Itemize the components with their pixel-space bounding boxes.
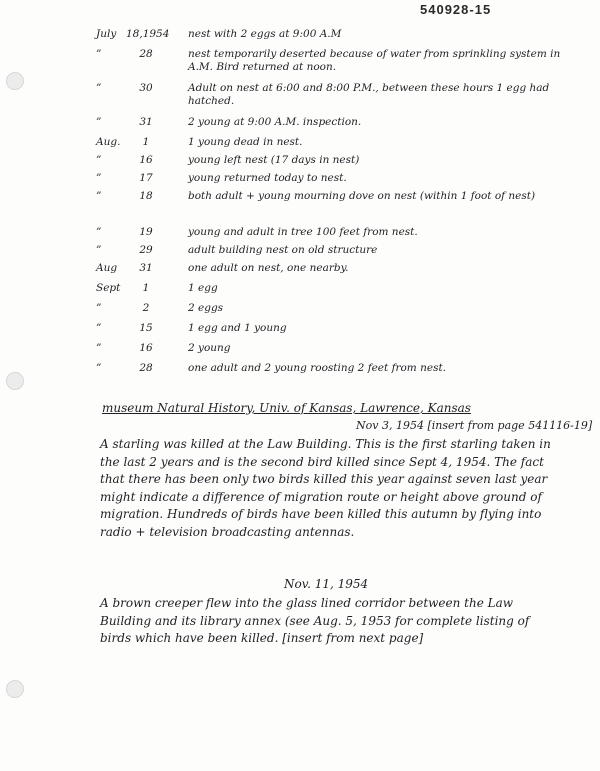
- entry-text: young left nest (17 days in nest): [188, 154, 360, 166]
- entry-day: 19: [139, 226, 153, 238]
- entry-month: Sept: [96, 282, 121, 294]
- entry-text: 2 young at 9:00 A.M. inspection.: [188, 116, 362, 128]
- entry-day: 17: [139, 172, 153, 184]
- entry-month: Aug: [96, 262, 118, 274]
- log-entry: [96, 28, 586, 48]
- entry-month: Aug.: [96, 136, 121, 148]
- entry-day: 2: [142, 302, 150, 314]
- entry-month: ”: [96, 116, 102, 128]
- entry-month: ”: [96, 362, 102, 374]
- entry-day: 28: [139, 362, 153, 374]
- punch-hole-top: [6, 72, 24, 90]
- entry-day: 31: [139, 262, 153, 274]
- entry-day: 16: [139, 342, 153, 354]
- entry-text: 1 egg and 1 young: [188, 322, 287, 334]
- entry-day: 16: [139, 154, 153, 166]
- entry-text: young returned today to nest.: [188, 172, 347, 184]
- entry-day: 30: [139, 82, 153, 94]
- entry-month: ”: [96, 48, 102, 60]
- entry-text: nest temporarily deserted because of water from sprinkling system in A.M. Bird returned at noon.: [188, 48, 561, 73]
- log-entry: [96, 172, 586, 190]
- log-entry: [96, 244, 586, 262]
- log-entry: [96, 136, 586, 154]
- log-entry: [96, 322, 586, 342]
- entry-day: 15: [139, 322, 153, 334]
- entry-day: 31: [139, 116, 153, 128]
- entry-text: 1 young dead in nest.: [188, 136, 303, 148]
- entry-day: 18: [139, 190, 153, 202]
- punch-hole-bottom: [6, 680, 24, 698]
- log-entry: [96, 282, 586, 302]
- entry-day: 18,1954: [126, 28, 170, 40]
- entry-day: 1: [142, 282, 150, 294]
- entry-month: July: [96, 28, 117, 40]
- entry-text: nest with 2 eggs at 9:00 A.M: [188, 28, 342, 40]
- entry-month: ”: [96, 322, 102, 334]
- entry-text: 1 egg: [188, 282, 218, 294]
- nov11-note: A brown creeper flew into the glass lined corridor between the Law Building and its library annex (see Aug. 5, 1953 for complete listing of birds which have been killed. [insert from next page]: [100, 596, 530, 645]
- entry-text: young and adult in tree 100 feet from nest.: [188, 226, 418, 238]
- log-entry: [96, 262, 586, 282]
- entry-text: 2 eggs: [188, 302, 224, 314]
- entry-text: one adult and 2 young roosting 2 feet from nest.: [188, 362, 447, 374]
- log-entry: [96, 116, 586, 136]
- log-entry: [96, 190, 586, 226]
- entry-day: 1: [142, 136, 150, 148]
- log-entry: [96, 82, 586, 116]
- entry-month: ”: [96, 342, 102, 354]
- nov3-note: A starling was killed at the Law Building. This is the first starling taken in the last 2 years and is the second bird killed since Sept 4, 1954. The fact that there has been only two birds killed this year against seven last year might indicate a difference of migration route or height above ground of migration. Hundreds of birds have been killed this autumn by flying into radio + television broadcasting antennas.: [100, 437, 551, 539]
- entry-month: ”: [96, 244, 102, 256]
- nest-log: [96, 28, 586, 382]
- entry-text: 2 young: [188, 342, 231, 354]
- log-entry: [96, 302, 586, 322]
- entry-day: 29: [139, 244, 153, 256]
- entry-text: Adult on nest at 6:00 and 8:00 P.M., between these hours 1 egg had hatched.: [188, 82, 550, 107]
- entry-month: ”: [96, 302, 102, 314]
- entry-month: ”: [96, 172, 102, 184]
- entry-month: ”: [96, 190, 102, 202]
- log-entry: [96, 154, 586, 172]
- entry-day: 28: [139, 48, 153, 60]
- entry-month: ”: [96, 82, 102, 94]
- log-entry: [96, 48, 586, 82]
- punch-hole-middle: [6, 372, 24, 390]
- entry-text: adult building nest on old structure: [188, 244, 378, 256]
- nov3-date: Nov 3, 1954 [insert from page 541116-19]: [356, 419, 593, 432]
- page-id: 540928-15: [420, 2, 492, 17]
- nov11-date: Nov. 11, 1954: [284, 577, 369, 591]
- entry-text: both adult + young mourning dove on nest (within 1 foot of nest): [188, 190, 536, 202]
- entry-month: ”: [96, 226, 102, 238]
- log-entry: [96, 226, 586, 244]
- log-entry: [96, 362, 586, 382]
- entry-month: ”: [96, 154, 102, 166]
- entry-text: one adult on nest, one nearby.: [188, 262, 349, 274]
- museum-header: museum Natural History, Univ. of Kansas, Lawrence, Kansas: [102, 401, 471, 415]
- log-entry: [96, 342, 586, 362]
